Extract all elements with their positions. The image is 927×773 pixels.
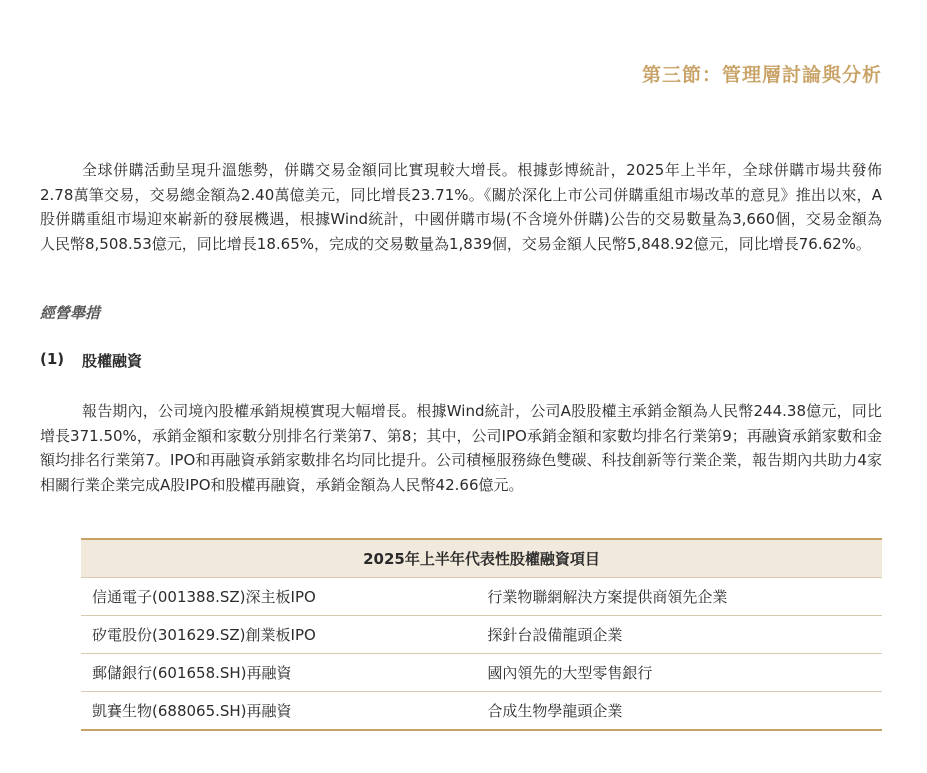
operations-subheading: 經營舉措 <box>40 304 101 322</box>
project-name-cell: 凱賽生物(688065.SH)再融資 <box>92 702 292 720</box>
equity-financing-heading <box>40 350 142 371</box>
table-row <box>81 616 882 654</box>
market-overview-paragraph: 全球併購活動呈現升溫態勢，併購交易金額同比實現較大增長。根據彭博統計，2025年上半年，全球併購市場共發佈2.78萬筆交易，交易總金額為2.40萬億美元，同比增長23.71%。《關於深化上市公司併購重組市場改革的意見》推出以來，A股併購重組市場迎來嶄新的發展機遇，根據Wind統計，中國併購市場(不含境外併購)公告的交易數量為3,660個，交易金額為人民幣8,508.53億元，同比增長18.65%，完成的交易數量為1,839個，交易金額人民幣5,848.92億元，同比增長76.62%。 <box>40 161 882 253</box>
project-description-cell: 國內領先的大型零售銀行 <box>476 654 882 692</box>
representative-projects-table <box>81 538 882 731</box>
table-row <box>81 578 882 616</box>
table-title: 2025年上半年代表性股權融資項目 <box>81 539 882 578</box>
project-name-cell: 矽電股份(301629.SZ)創業板IPO <box>81 616 476 654</box>
table-row <box>81 654 882 692</box>
project-description-cell: 行業物聯網解決方案提供商領先企業 <box>476 578 882 616</box>
section-title: 第三節：管理層討論與分析 <box>641 64 882 86</box>
project-name-cell: 信通電子(001388.SZ)深主板IPO <box>81 578 476 616</box>
heading-title: 股權融資 <box>82 352 143 370</box>
project-description-cell: 合成生物學龍頭企業 <box>487 702 623 720</box>
project-name-cell: 郵儲銀行(601658.SH)再融資 <box>81 654 476 692</box>
heading-number: (1) <box>40 350 65 368</box>
project-description-cell: 探針台設備龍頭企業 <box>476 616 882 654</box>
table-row <box>81 692 882 731</box>
table-header-row <box>81 539 882 578</box>
equity-financing-paragraph: 報告期內，公司境內股權承銷規模實現大幅增長。根據Wind統計，公司A股股權主承銷金額為人民幣244.38億元，同比增長371.50%，承銷金額和家數分別排名行業第7、第8；其中，公司IPO承銷金額和家數均排名行業第9；再融資承銷家數和金額均排名行業第7。IPO和再融資承銷家數排名均同比提升。公司積極服務綠色雙碳、科技創新等行業企業，報告期內共助力4家相關行業企業完成A股IPO和股權再融資，承銷金額為人民幣42.66億元。 <box>40 402 882 494</box>
